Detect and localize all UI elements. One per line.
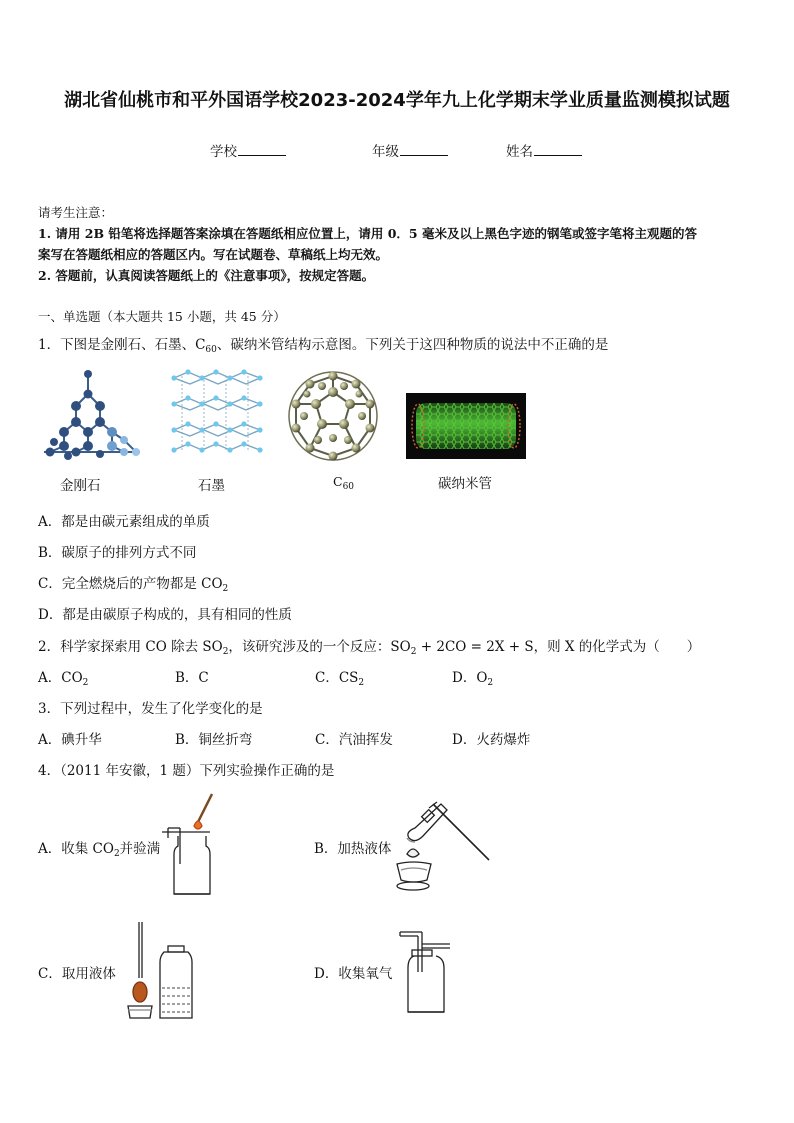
q3-option-b[interactable]: B．铜丝折弯 bbox=[175, 732, 253, 748]
q3-stem: 3．下列过程中，发生了化学变化的是 bbox=[38, 701, 263, 717]
q4-option-b[interactable]: B．加热液体 bbox=[314, 841, 392, 857]
q1-option-c[interactable]: C．完全燃烧后的产物都是 $CO_2$ bbox=[38, 576, 229, 594]
graphite-caption: 石墨 bbox=[198, 478, 225, 494]
heating-liquid-apparatus-image bbox=[393, 798, 493, 894]
q2-option-b[interactable]: B．C bbox=[175, 670, 209, 686]
q4-stem: 4．（2011 年安徽，1 题）下列实验操作正确的是 bbox=[38, 763, 335, 779]
name-field[interactable] bbox=[506, 140, 582, 160]
grade-blank[interactable] bbox=[400, 142, 448, 156]
c60-caption: $C_{60}$ bbox=[333, 474, 355, 492]
graphite-structure-image bbox=[168, 366, 268, 460]
q2-stem: 2．科学家探索用 CO 除去 $SO_2$，该研究涉及的一个反应：$SO_2 + 2CO = 2X + S$，则 X 的化学式为（ ） bbox=[38, 639, 701, 657]
q3-option-c[interactable]: C．汽油挥发 bbox=[315, 732, 393, 748]
q1-option-b[interactable]: B．碳原子的排列方式不同 bbox=[38, 545, 197, 561]
q3-option-d[interactable]: D．火药爆炸 bbox=[452, 732, 531, 748]
nanotube-structure-image bbox=[406, 393, 526, 459]
q1-stem: 1．下图是金刚石、石墨、$C_{60}$、碳纳米管结构示意图。下列关于这四种物质的说法中不正确的是 bbox=[38, 337, 609, 355]
oxygen-collection-apparatus-image bbox=[396, 926, 456, 1018]
q1-option-d[interactable]: D．都是由碳原子构成的，具有相同的性质 bbox=[38, 607, 292, 623]
q4-option-d[interactable]: D．收集氧气 bbox=[314, 966, 393, 982]
diamond-caption: 金刚石 bbox=[60, 478, 101, 494]
notice-item-1-line-1: 1. 请用 2B 铅笔将选择题答案涂填在答题纸相应位置上，请用 0．5 毫米及以上黑色字迹的钢笔或签字笔将主观题的答 bbox=[38, 226, 697, 241]
q4-option-a[interactable]: A．收集 $CO_2$并验满 bbox=[38, 841, 161, 859]
nanotube-caption: 碳纳米管 bbox=[438, 476, 492, 492]
name-label: 姓名 bbox=[506, 144, 533, 160]
q3-option-a[interactable]: A．碘升华 bbox=[38, 732, 102, 748]
diamond-structure-image bbox=[40, 366, 144, 460]
q2-option-a[interactable]: A．$CO_2$ bbox=[38, 670, 89, 688]
section-heading: 一、单选题（本大题共 15 小题，共 45 分） bbox=[38, 309, 286, 324]
school-blank[interactable] bbox=[238, 142, 286, 156]
name-blank[interactable] bbox=[534, 142, 582, 156]
q1-option-a[interactable]: A．都是由碳元素组成的单质 bbox=[38, 514, 210, 530]
notice-item-2: 2. 答题前，认真阅读答题纸上的《注意事项》，按规定答题。 bbox=[38, 268, 375, 283]
grade-label: 年级 bbox=[372, 144, 399, 160]
q4-option-c[interactable]: C．取用液体 bbox=[38, 966, 116, 982]
q2-option-c[interactable]: C．$CS_2$ bbox=[315, 670, 365, 688]
page-title: 湖北省仙桃市和平外国语学校2023-2024学年九上化学期末学业质量监测模拟试题 bbox=[64, 90, 730, 111]
taking-liquid-apparatus-image bbox=[122, 918, 202, 1022]
co2-collection-apparatus-image bbox=[160, 790, 226, 898]
q2-option-d[interactable]: D．$O_2$ bbox=[452, 670, 494, 688]
grade-field[interactable] bbox=[372, 140, 448, 160]
notice-item-1-line-2: 案写在答题纸相应的答题区内。写在试题卷、草稿纸上均无效。 bbox=[38, 247, 389, 262]
school-field[interactable] bbox=[210, 140, 286, 160]
notice-heading: 请考生注意： bbox=[38, 205, 114, 220]
c60-structure-image bbox=[284, 368, 382, 464]
school-label: 学校 bbox=[210, 144, 237, 160]
